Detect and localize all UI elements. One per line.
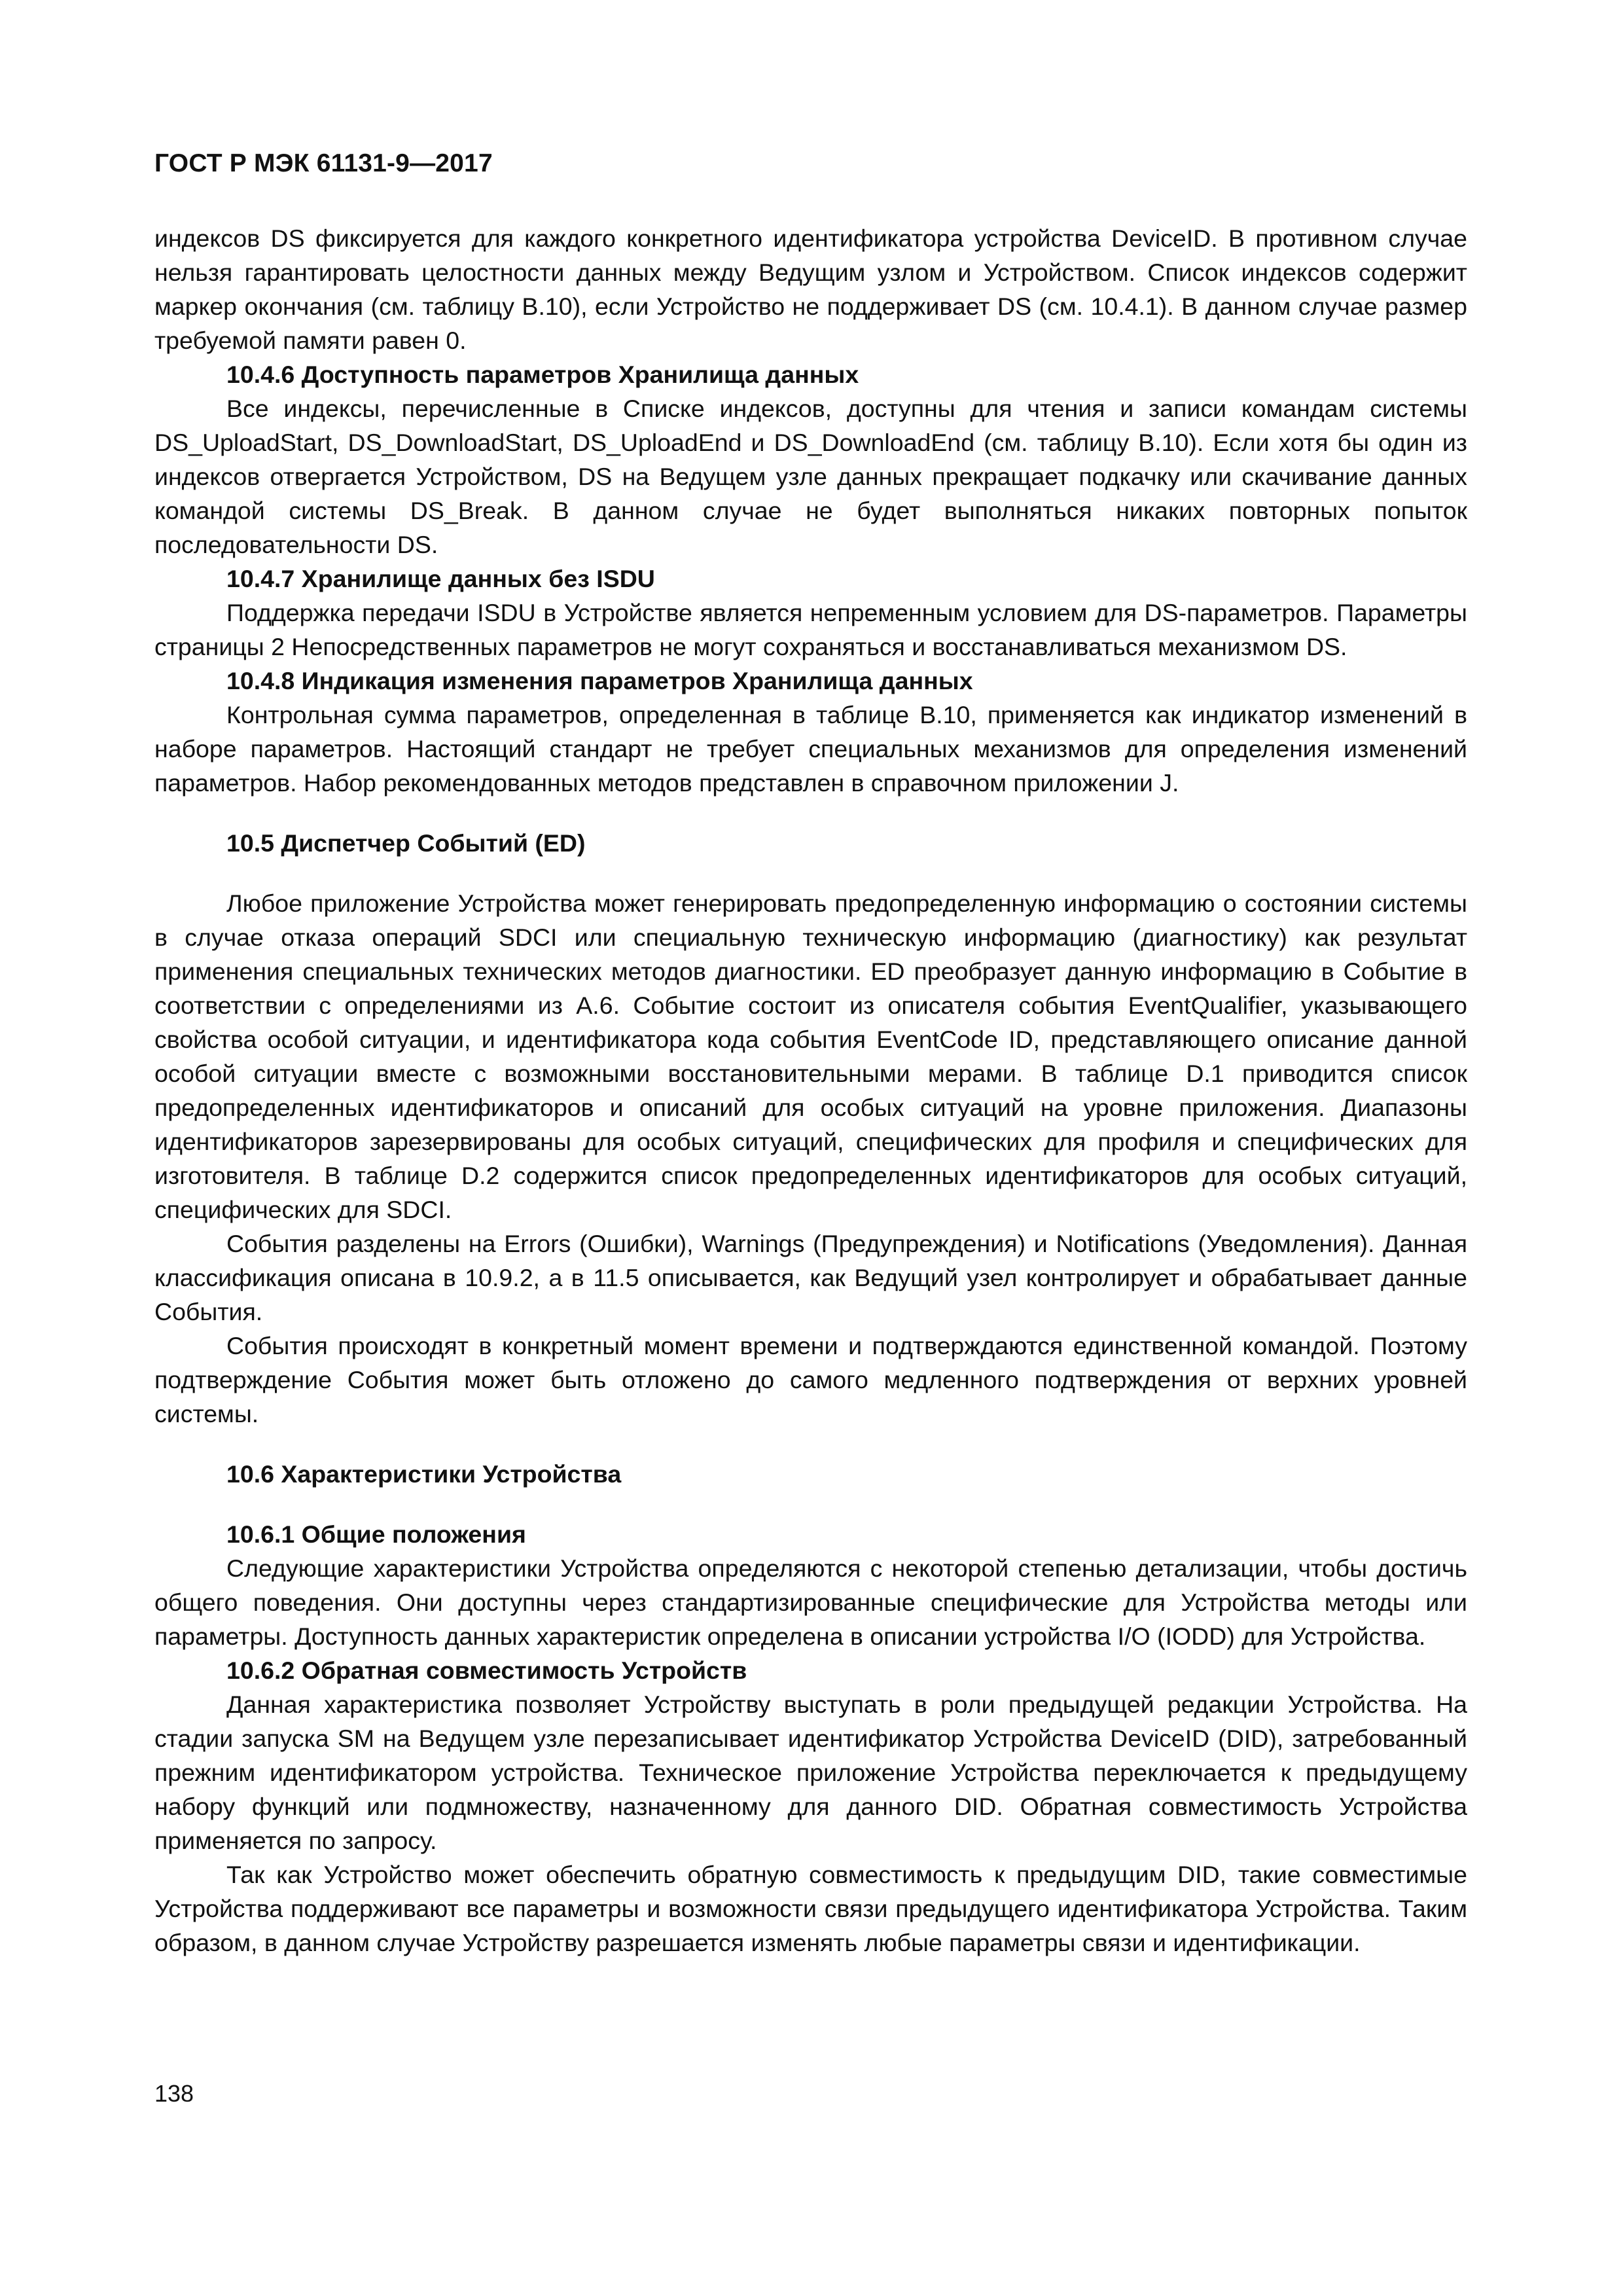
page-number: 138: [154, 2080, 194, 2107]
paragraph-10-5-b: События разделены на Errors (Ошибки), Warnings (Предупреждения) и Notifications (Уведомления). Данная классификация описана в 10.9.2, а в 11.5 описывается, как Ведущий узел контролирует и обрабатывает данные События.: [154, 1230, 1467, 1325]
section-heading-10-5: 10.5 Диспетчер Событий (ED): [226, 829, 586, 857]
paragraph-continuation: индексов DS фиксируется для каждого конкретного идентификатора устройства DeviceID. В противном случае нельзя гарантировать целостности данных между Ведущим узлом и Устройством. Список индексов содержит маркер окончания (см. таблицу B.10), если Устройство не поддерживает DS (см. 10.4.1). В данном случае размер требуемой памяти равен 0.: [154, 224, 1467, 354]
section-heading-10-6-2: 10.6.2 Обратная совместимость Устройств: [226, 1657, 747, 1684]
paragraph-10-4-8: Контрольная сумма параметров, определенная в таблице B.10, применяется как индикатор изменений в наборе параметров. Настоящий стандарт не требует специальных механизмов для определения изменений параметров. Набор рекомендованных методов представлен в справочном приложении J.: [154, 701, 1467, 797]
paragraph-10-4-7: Поддержка передачи ISDU в Устройстве является непременным условием для DS-параметров. Параметры страницы 2 Непосредственных параметров не могут сохраняться и восстанавливаться механизмом DS.: [154, 599, 1467, 660]
paragraph-10-6-2-b: Так как Устройство может обеспечить обратную совместимость к предыдущим DID, такие совместимые Устройства поддерживают все параметры и возможности связи предыдущего идентификатора Устройства. Таким образом, в данном случае Устройству разрешается изменять любые параметры связи и идентификации.: [154, 1861, 1467, 1956]
paragraph-10-5-a: Любое приложение Устройства может генерировать предопределенную информацию о состоянии системы в случае отказа операций SDCI или специальную техническую информацию (диагностику) как результат применения специальных технических методов диагностики. ED преобразует данную информацию в Событие в соответствии с определениями из А.6. Событие состоит из описателя события EventQualifier, указывающего свойства особой ситуации, и идентификатора кода события EventCode ID, представляющего описание данной особой ситуации вместе с возможными восстановительными мерами. В таблице D.1 приводится список предопределенных идентификаторов и описаний для особых ситуаций на уровне приложения. Диапазоны идентификаторов зарезервированы для особых ситуаций, специфических для профиля и специфических для изготовителя. В таблице D.2 содержится список предопределенных идентификаторов для особых ситуаций, специфических для SDCI.: [154, 889, 1467, 1223]
paragraph-10-5-c: События происходят в конкретный момент времени и подтверждаются единственной командой. Поэтому подтверждение События может быть отложено до самого медленного подтверждения от верхних уровней системы.: [154, 1332, 1467, 1427]
paragraph-10-4-6: Все индексы, перечисленные в Списке индексов, доступны для чтения и записи командам системы DS_UploadStart, DS_DownloadStart, DS_UploadEnd и DS_DownloadEnd (см. таблицу B.10). Если хотя бы один из индексов отвергается Устройством, DS на Ведущем узле данных прекращает подкачку или скачивание данных командой системы DS_Break. В данном случае не будет выполняться никаких повторных попыток последовательности DS.: [154, 395, 1467, 558]
section-heading-10-4-6: 10.4.6 Доступность параметров Хранилища данных: [226, 361, 859, 388]
section-heading-10-4-8: 10.4.8 Индикация изменения параметров Хранилища данных: [226, 667, 973, 694]
section-heading-10-6-1: 10.6.1 Общие положения: [226, 1520, 526, 1548]
section-heading-10-6: 10.6 Характеристики Устройства: [226, 1460, 622, 1488]
document-header: ГОСТ Р МЭК 61131-9—2017: [154, 149, 493, 177]
paragraph-10-6-1: Следующие характеристики Устройства определяются с некоторой степенью детализации, чтобы достичь общего поведения. Они доступны через стандартизированные специфические для Устройства методы или параметры. Доступность данных характеристик определена в описании устройства I/O (IODD) для Устройства.: [154, 1554, 1467, 1650]
page-body: [154, 221, 1467, 1960]
section-heading-10-4-7: 10.4.7 Хранилище данных без ISDU: [226, 565, 655, 592]
paragraph-10-6-2-a: Данная характеристика позволяет Устройству выступать в роли предыдущей редакции Устройства. На стадии запуска SM на Ведущем узле перезаписывает идентификатор Устройства DeviceID (DID), затребованный прежним идентификатором устройства. Техническое приложение Устройства переключается к предыдущему набору функций или подмножеству, назначенному для данного DID. Обратная совместимость Устройства применяется по запросу.: [154, 1691, 1467, 1854]
